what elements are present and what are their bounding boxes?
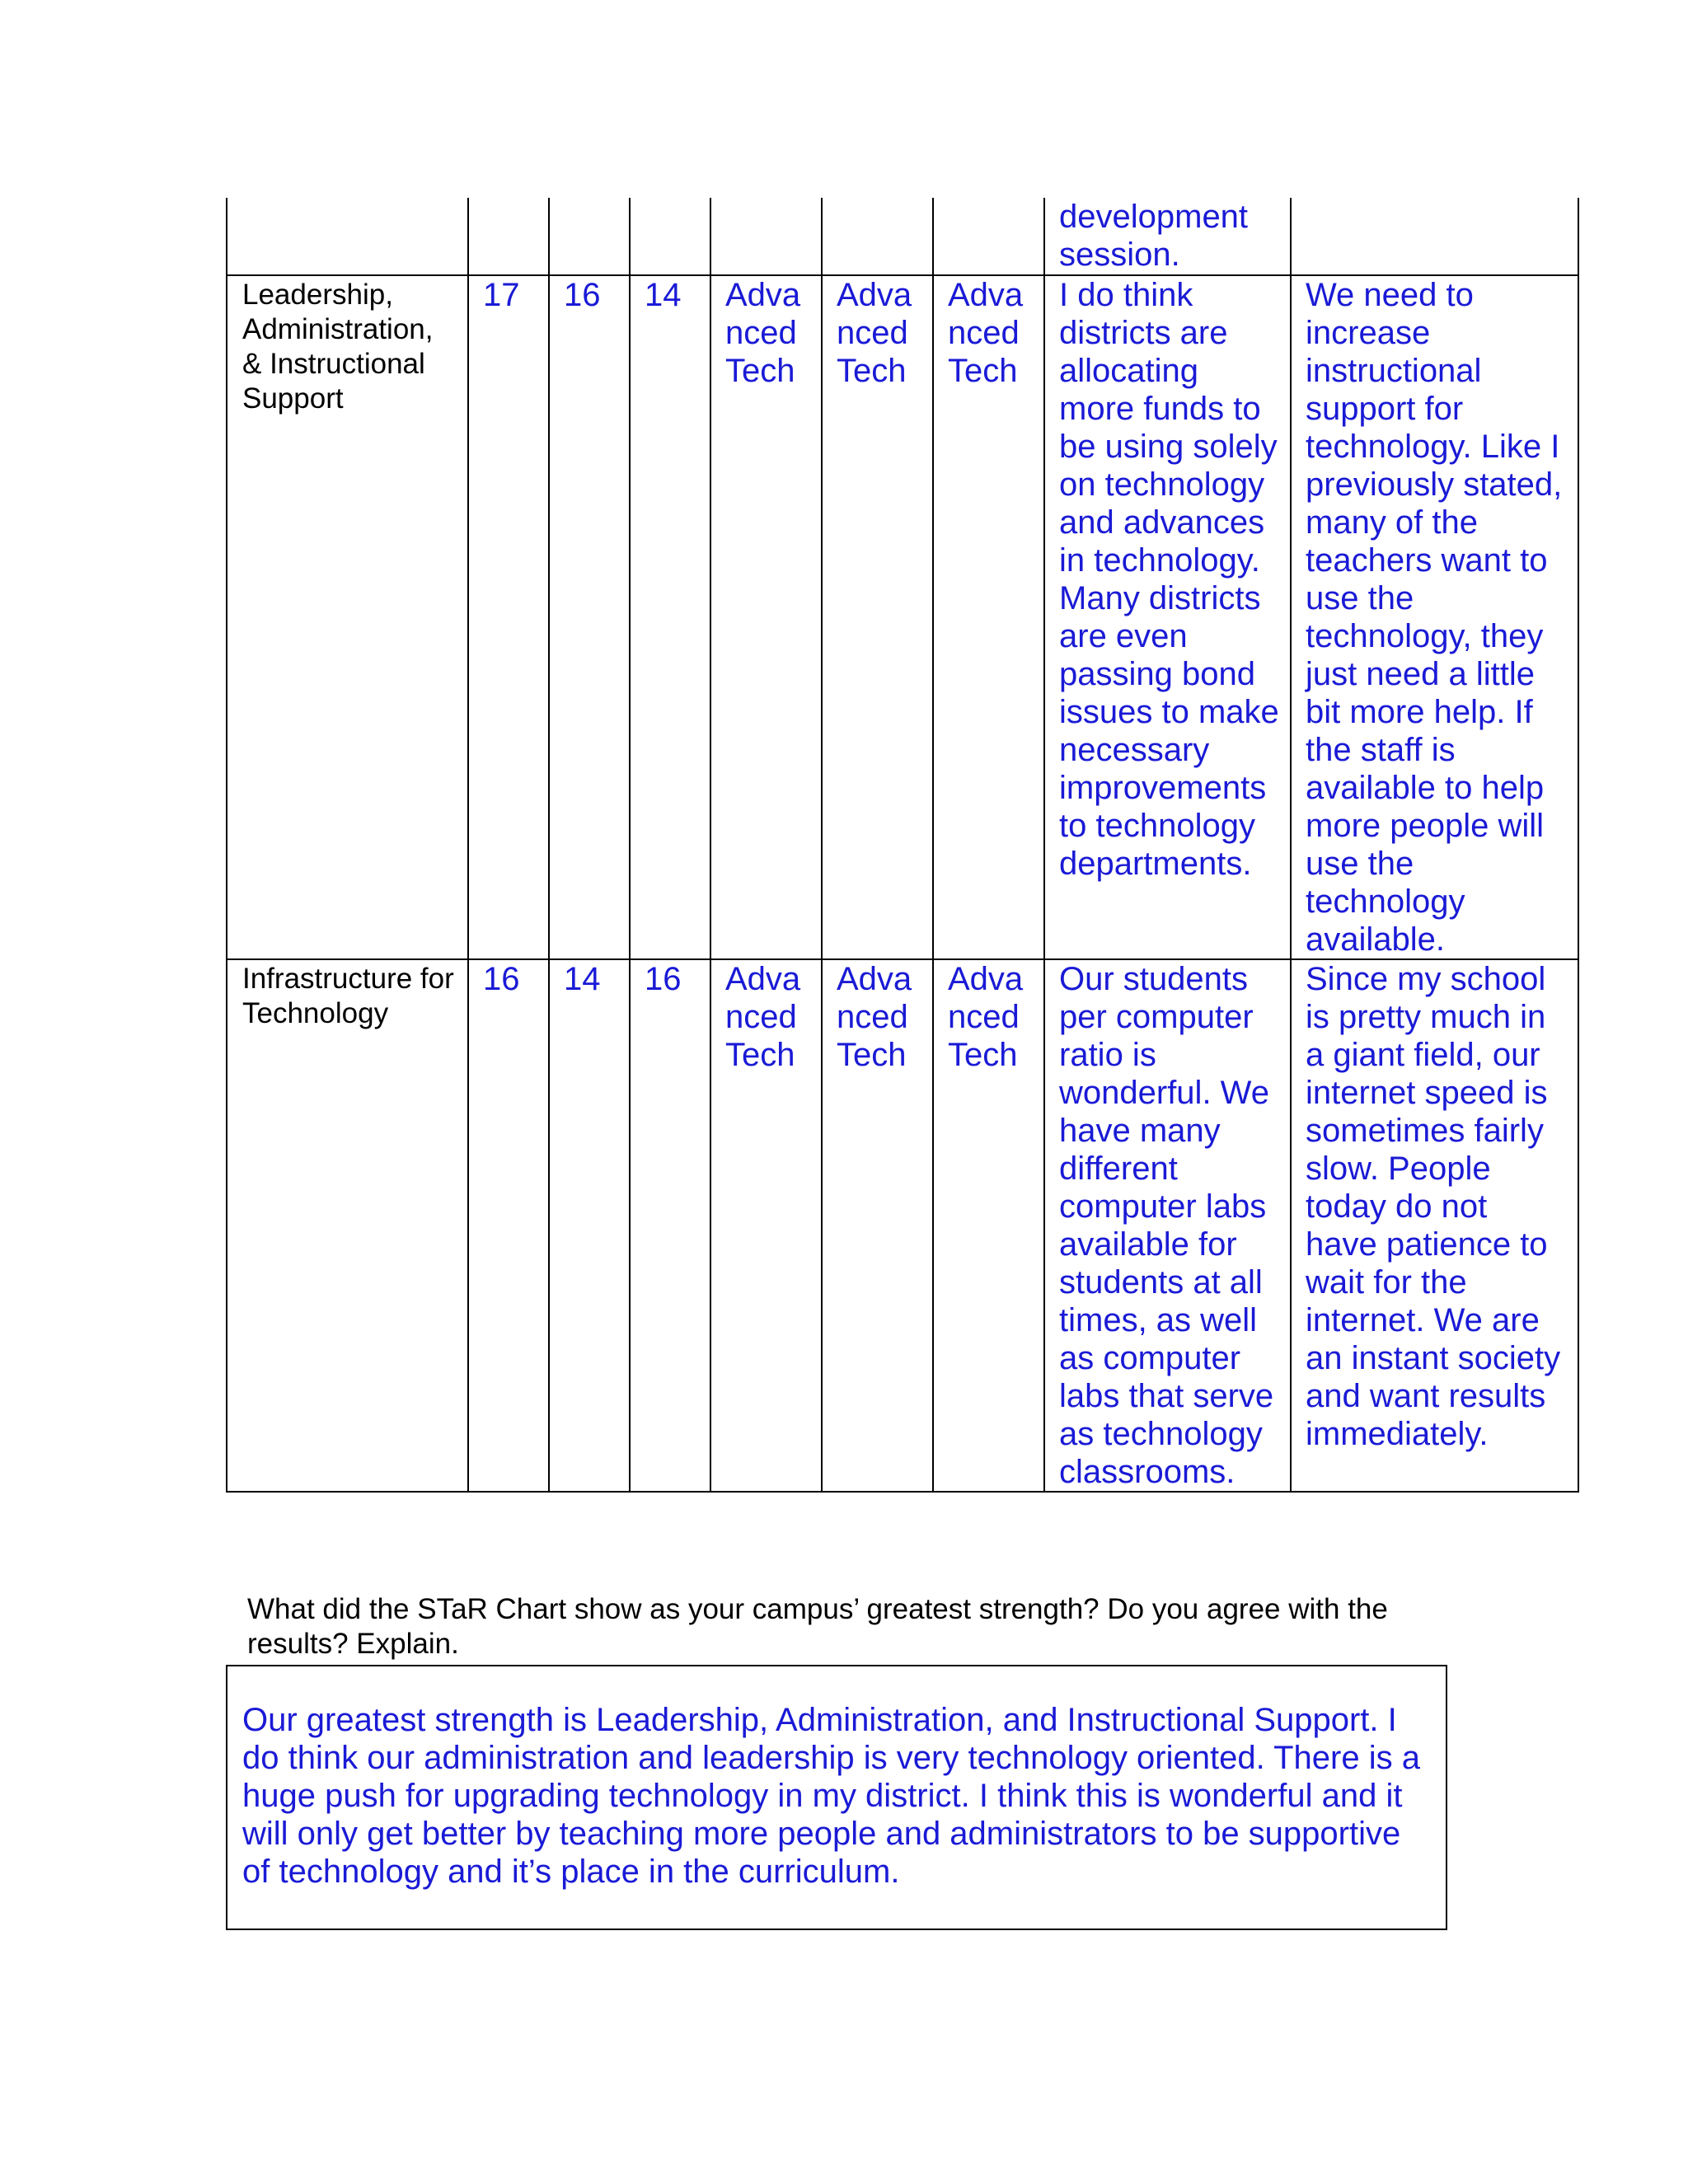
level-cell [710, 198, 822, 275]
level-cell: Advanced Tech [822, 959, 933, 1492]
strengths-cell: Our students per computer ratio is wonderful. We have many different computer labs available for students at all times, as well as computer labs that serve as technology classrooms. [1044, 959, 1291, 1492]
score-cell [630, 198, 710, 275]
level-cell: Advanced Tech [933, 275, 1044, 959]
level-cell [822, 198, 933, 275]
star-chart-table [226, 198, 1579, 1493]
needs-cell: We need to increase instructional support for technology. Like I previously stated, many of the teachers want to use the technology, they just need a little bit more help. If the staff is available to help more people will use the technology available. [1291, 275, 1578, 959]
score-cell: 16 [549, 275, 630, 959]
needs-cell: Since my school is pretty much in a giant field, our internet speed is sometimes fairly slow. People today do not have patience to wait for the internet. We are an instant society and want results immediately. [1291, 959, 1578, 1492]
question-text: What did the STaR Chart show as your campus’ greatest strength? Do you agree with the results? Explain. [247, 1593, 1388, 1660]
answer-box [226, 1665, 1447, 1930]
answer-text: Our greatest strength is Leadership, Administration, and Instructional Support. I do think our administration and leadership is very technology oriented. There is a huge push for upgrading technology in my district. I think this is wonderful and it will only get better by teaching more people and administrators to be supportive of technology and it’s place in the curriculum. [242, 1702, 1420, 1890]
table-row-infrastructure [227, 959, 1578, 1492]
score-cell: 14 [549, 959, 630, 1492]
level-cell: Advanced Tech [933, 959, 1044, 1492]
level-cell [933, 198, 1044, 275]
strengths-cell: I do think districts are allocating more funds to be using solely on technology and advances in technology. Many districts are even passing bond issues to make necessary improvements to technology departments. [1044, 275, 1291, 959]
strengths-cell: development session. [1044, 198, 1291, 275]
score-cell: 17 [468, 275, 549, 959]
score-cell: 16 [630, 959, 710, 1492]
area-cell: Infrastructure for Technology [227, 959, 468, 1492]
table-row-continued [227, 198, 1578, 275]
area-cell [227, 198, 468, 275]
needs-cell [1291, 198, 1578, 275]
score-cell [468, 198, 549, 275]
area-cell: Leadership, Administration, & Instructional Support [227, 275, 468, 959]
score-cell: 16 [468, 959, 549, 1492]
level-cell: Advanced Tech [710, 275, 822, 959]
score-cell [549, 198, 630, 275]
score-cell: 14 [630, 275, 710, 959]
level-cell: Advanced Tech [710, 959, 822, 1492]
table-row-leadership [227, 275, 1578, 959]
level-cell: Advanced Tech [822, 275, 933, 959]
